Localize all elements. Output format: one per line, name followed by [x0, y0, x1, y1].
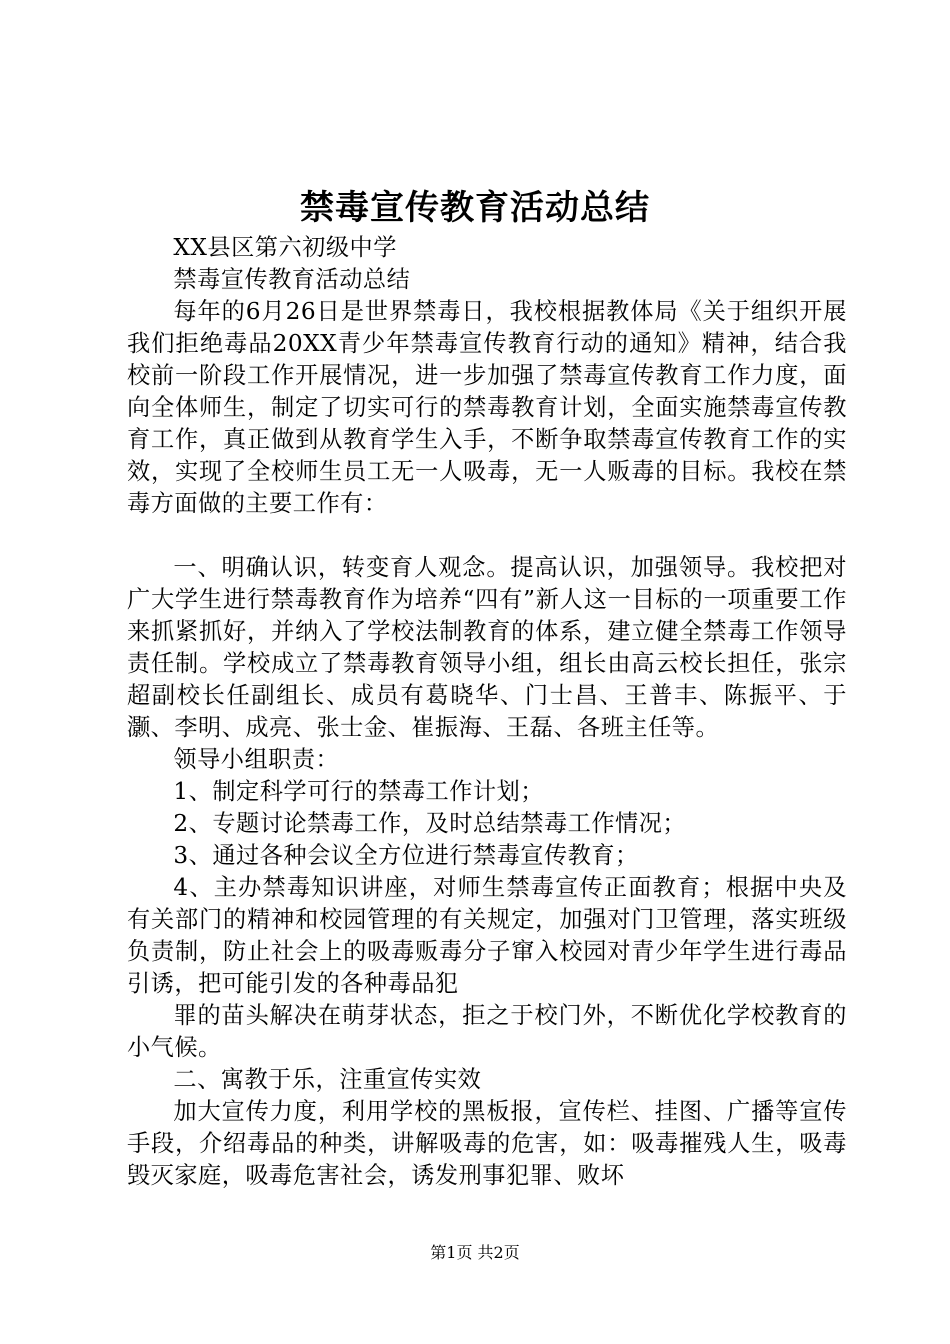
document-body: [127, 232, 847, 1192]
subtitle: 禁毒宣传教育活动总结: [173, 266, 411, 293]
duty-item-3: 3、通过各种会议全方位进行禁毒宣传教育；: [173, 842, 639, 869]
duties-heading: 领导小组职责：: [173, 746, 340, 773]
section-two-heading: 二、寓教于乐，注重宣传实效: [173, 1066, 482, 1093]
intro-paragraph: 每年的6月26日是世界禁毒日，我校根据教体局《关于组织开展我们拒绝毒品20XX青少年禁毒宣传教育行动的通知》精神，结合我校前一阶段工作开展情况，进一步加强了禁毒宣传教育工作力度，面向全体师生，制定了切实可行的禁毒教育计划，全面实施禁毒宣传教育工作，真正做到从教育学生入手，不断争取禁毒宣传教育工作的实效，实现了全校师生员工无一人吸毒，无一人贩毒的目标。我校在禁毒方面做的主要工作有：: [127, 298, 847, 517]
section-one-paragraph: 一、明确认识，转变育人观念。提高认识，加强领导。我校把对广大学生进行禁毒教育作为培养“四有”新人这一目标的一项重要工作来抓紧抓好，并纳入了学校法制教育的体系，建立健全禁毒工作领导责任制。学校成立了禁毒教育领导小组，组长由高云校长担任，张宗超副校长任副组长、成员有葛晓华、门士昌、王普丰、陈振平、于灏、李明、成亮、张士金、崔振海、王磊、各班主任等。: [127, 554, 847, 741]
duty-item-2: 2、专题讨论禁毒工作，及时总结禁毒工作情况；: [173, 810, 687, 837]
duty-item-1: 1、制定科学可行的禁毒工作计划；: [173, 778, 544, 805]
school-name: XX县区第六初级中学: [173, 234, 397, 261]
duty-item-4-continued: 罪的苗头解决在萌芽状态，拒之于校门外，不断优化学校教育的小气候。: [127, 1002, 847, 1061]
duty-item-4: 4、主办禁毒知识讲座，对师生禁毒宣传正面教育；根据中央及有关部门的精神和校园管理的有关规定，加强对门卫管理，落实班级负责制，防止社会上的吸毒贩毒分子窜入校园对青少年学生进行毒品引诱，把可能引发的各种毒品犯: [127, 874, 847, 997]
document-title: 禁毒宣传教育活动总结: [300, 188, 650, 228]
paragraph-gap: [127, 520, 847, 552]
section-two-paragraph: 加大宣传力度，利用学校的黑板报，宣传栏、挂图、广播等宣传手段，介绍毒品的种类，讲解吸毒的危害，如：吸毒摧残人生，吸毒毁灭家庭，吸毒危害社会，诱发刑事犯罪、败坏: [127, 1098, 847, 1189]
page-footer: 第1页 共2页: [430, 1243, 520, 1262]
